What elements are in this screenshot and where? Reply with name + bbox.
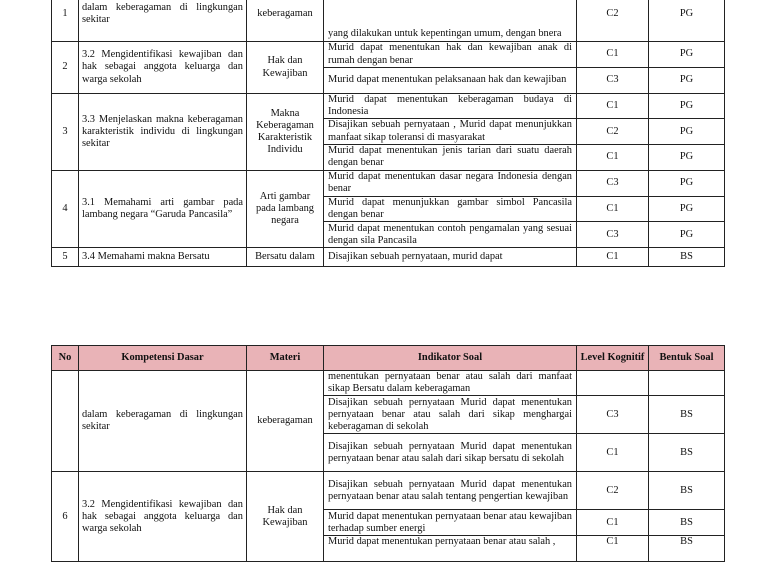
bentuk-cell: BS <box>649 536 725 562</box>
indikator-cell: Murid dapat menunjukkan gambar simbol Pancasila dengan benar <box>324 196 577 221</box>
indikator-cell: Disajikan sebuah pernyataan, murid dapat <box>324 248 577 267</box>
materi-cell: Bersatu dalam <box>247 248 324 267</box>
bentuk-cell: BS <box>649 434 725 472</box>
materi-cell: Hak dan Kewajiban <box>247 42 324 94</box>
bentuk-cell: BS <box>649 248 725 267</box>
header-bentuk-soal: Bentuk Soal <box>649 346 725 371</box>
bentuk-cell: PG <box>649 144 725 170</box>
materi-cell: keberagaman <box>247 371 324 472</box>
indikator-cell: menentukan pernyataan benar atau salah dari manfaat sikap Bersatu dalam keberagaman <box>324 371 577 396</box>
level-cell: C1 <box>577 536 649 562</box>
bentuk-cell: PG <box>649 68 725 94</box>
level-cell: C1 <box>577 434 649 472</box>
row-number: 2 <box>52 42 79 94</box>
header-no: No <box>52 346 79 371</box>
indikator-cell: Disajikan sebuah pernyataan , Murid dapat menunjukkan manfaat sikap toleransi di masyarakat <box>324 119 577 144</box>
kompetensi-dasar-cell: 3.2 Mengidentifikasi kewajiban dan hak sebagai anggota keluarga dan warga sekolah <box>79 42 247 94</box>
indikator-cell: Disajikan sebuah pernyataan Murid dapat menentukan pernyataan benar atau salah dari sikap bersatu di sekolah <box>324 434 577 472</box>
indikator-cell: yang dilakukan untuk kepentingan umum, dengan bnera <box>324 0 577 42</box>
level-cell: C1 <box>577 248 649 267</box>
bentuk-cell: PG <box>649 94 725 119</box>
indikator-cell: Murid dapat menentukan pelaksanaan hak dan kewajiban <box>324 68 577 94</box>
kompetensi-dasar-cell: 3.2 Mengidentifikasi kewajiban dan hak sebagai anggota keluarga dan warga sekolah <box>79 472 247 562</box>
table-part-2 <box>51 345 725 562</box>
header-indikator-soal: Indikator Soal <box>324 346 577 371</box>
level-cell: C3 <box>577 170 649 196</box>
row-number <box>52 371 79 472</box>
table-header-row <box>52 346 725 371</box>
bentuk-cell <box>649 371 725 396</box>
indikator-cell: Murid dapat menentukan pernyataan benar atau kewajiban terhadap sumber energi <box>324 510 577 536</box>
table-row <box>52 94 725 119</box>
level-cell: C3 <box>577 222 649 248</box>
kompetensi-dasar-cell: 3.1 Memahami arti gambar pada lambang negara “Garuda Pancasila” <box>79 170 247 247</box>
bentuk-cell: BS <box>649 396 725 434</box>
level-cell: C1 <box>577 144 649 170</box>
level-cell: C2 <box>577 472 649 510</box>
indikator-cell: Murid dapat menentukan contoh pengamalan yang sesuai dengan sila Pancasila <box>324 222 577 248</box>
indikator-cell: Murid dapat menentukan hak dan kewajiban anak di rumah dengan benar <box>324 42 577 68</box>
bentuk-cell: BS <box>649 472 725 510</box>
level-cell: C1 <box>577 510 649 536</box>
table-row <box>52 472 725 510</box>
row-number: 6 <box>52 472 79 562</box>
materi-cell: Arti gambar pada lambang negara <box>247 170 324 247</box>
bentuk-cell: PG <box>649 196 725 221</box>
level-cell: C1 <box>577 42 649 68</box>
row-number: 3 <box>52 94 79 171</box>
table-row <box>52 42 725 68</box>
table-row <box>52 248 725 267</box>
row-number: 5 <box>52 248 79 267</box>
indikator-cell: Disajikan sebuah pernyataan Murid dapat menentukan pernyataan benar atau salah tentang pengertian kewajiban <box>324 472 577 510</box>
level-cell: C2 <box>577 0 649 42</box>
header-materi: Materi <box>247 346 324 371</box>
bentuk-cell: BS <box>649 510 725 536</box>
level-cell: C2 <box>577 119 649 144</box>
table-row <box>52 371 725 396</box>
materi-cell: Hak dan Kewajiban <box>247 472 324 562</box>
indikator-cell: Murid dapat menentukan pernyataan benar atau salah , <box>324 536 577 562</box>
row-number: 1 <box>52 0 79 42</box>
level-cell: C1 <box>577 196 649 221</box>
row-number: 4 <box>52 170 79 247</box>
table-part-1 <box>51 0 725 267</box>
header-kompetensi-dasar: Kompetensi Dasar <box>79 346 247 371</box>
bentuk-cell: PG <box>649 42 725 68</box>
table-row <box>52 170 725 196</box>
indikator-cell: Disajikan sebuah pernyataan Murid dapat menentukan pernyataan benar atau salah dari sikap menghargai keberagaman di sekolah <box>324 396 577 434</box>
level-cell: C1 <box>577 94 649 119</box>
indikator-cell: Murid dapat menentukan jenis tarian dari suatu daerah dengan benar <box>324 144 577 170</box>
level-cell: C3 <box>577 396 649 434</box>
level-cell <box>577 371 649 396</box>
bentuk-cell: PG <box>649 222 725 248</box>
bentuk-cell: PG <box>649 0 725 42</box>
indikator-cell: Murid dapat menentukan dasar negara Indonesia dengan benar <box>324 170 577 196</box>
bentuk-cell: PG <box>649 170 725 196</box>
kompetensi-dasar-cell: 3.3 Menjelaskan makna keberagaman karakteristik individu di lingkungan sekitar <box>79 94 247 171</box>
kompetensi-dasar-cell: dalam keberagaman di lingkungan sekitar <box>79 371 247 472</box>
header-level-kognitif: Level Kognitif <box>577 346 649 371</box>
level-cell: C3 <box>577 68 649 94</box>
bentuk-cell: PG <box>649 119 725 144</box>
materi-cell: Makna Keberagaman Karakteristik Individu <box>247 94 324 171</box>
materi-cell: keberagaman <box>247 0 324 42</box>
table-row <box>52 0 725 42</box>
kompetensi-dasar-cell: dalam keberagaman di lingkungan sekitar <box>79 0 247 42</box>
kompetensi-dasar-cell: 3.4 Memahami makna Bersatu <box>79 248 247 267</box>
indikator-cell: Murid dapat menentukan keberagaman budaya di Indonesia <box>324 94 577 119</box>
